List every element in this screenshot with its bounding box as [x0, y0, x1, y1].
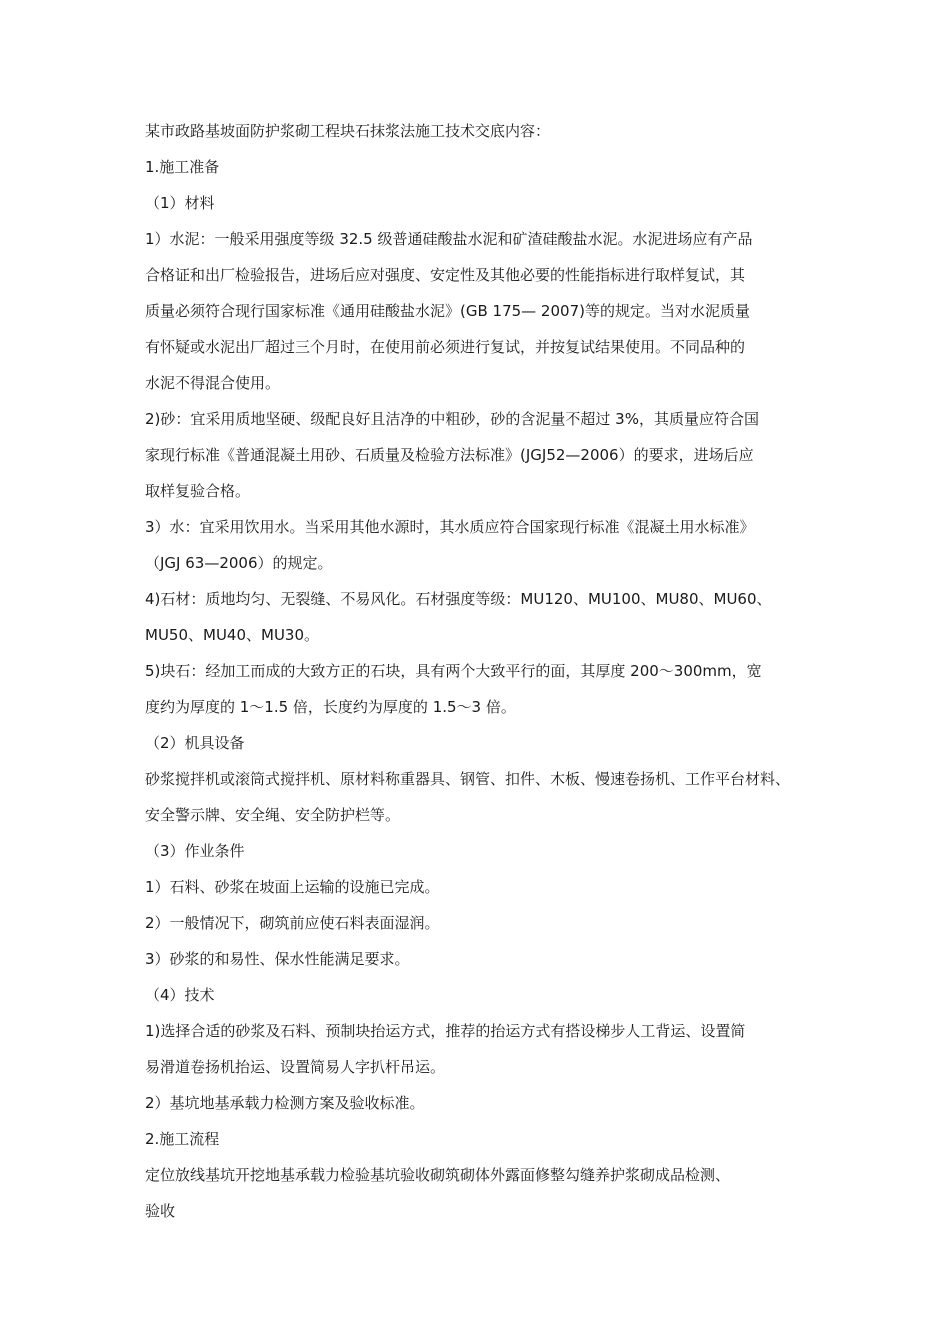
condition-item-2: 2）一般情况下，砌筑前应使石料表面湿润。 [145, 914, 440, 932]
technique-text-line-1: 1)选择合适的砂浆及石料、预制块抬运方式，推荐的抬运方式有搭设梯步人工背运、设置简 [145, 1022, 746, 1040]
technique-item-2: 2）基坑地基承载力检测方案及验收标准。 [145, 1094, 425, 1112]
subsection-heading-materials: （1）材料 [145, 194, 215, 212]
condition-item-1: 1）石料、砂浆在坡面上运输的设施已完成。 [145, 878, 440, 896]
block-stone-text-line-2: 度约为厚度的 1～1.5 倍，长度约为厚度的 1.5～3 倍。 [145, 698, 516, 716]
water-text-line-2: （JGJ 63—2006）的规定。 [145, 554, 333, 572]
section-heading-process: 2.施工流程 [145, 1130, 220, 1148]
equipment-text-line-1: 砂浆搅拌机或滚筒式搅拌机、原材料称重器具、钢管、扣件、木板、慢速卷扬机、工作平台材料、 [145, 770, 791, 788]
technique-text-line-2: 易滑道卷扬机抬运、设置简易人字扒杆吊运。 [145, 1058, 446, 1076]
sand-text-line-1: 2)砂：宜采用质地坚硬、级配良好且洁净的中粗砂，砂的含泥量不超过 3%，其质量应符合国 [145, 410, 759, 428]
water-text-line-1: 3）水：宜采用饮用水。当采用其他水源时，其水质应符合国家现行标准《混凝土用水标准》 [145, 518, 755, 536]
document-body [145, 113, 825, 1229]
process-text-line-2: 验收 [145, 1202, 176, 1220]
cement-text-line-3: 质量必须符合现行国家标准《通用硅酸盐水泥》(GB 175— 2007)等的规定。当对水泥质量 [145, 302, 750, 320]
block-stone-text-line-1: 5)块石：经加工而成的大致方正的石块，具有两个大致平行的面，其厚度 200～300mm，宽 [145, 662, 762, 680]
sand-text-line-2: 家现行标准《普通混凝土用砂、石质量及检验方法标准》(JGJ52—2006）的要求，进场后应 [145, 446, 754, 464]
cement-text-line-5: 水泥不得混合使用。 [145, 374, 281, 392]
cement-text-line-2: 合格证和出厂检验报告，进场后应对强度、安定性及其他必要的性能指标进行取样复试，其 [145, 266, 746, 284]
subsection-heading-equipment: （2）机具设备 [145, 734, 245, 752]
sand-text-line-3: 取样复验合格。 [145, 482, 251, 500]
cement-text-line-4: 有怀疑或水泥出厂超过三个月时，在使用前必须进行复试，并按复试结果使用。不同品种的 [145, 338, 746, 356]
subsection-heading-conditions: （3）作业条件 [145, 842, 245, 860]
stone-text-line-1: 4)石材：质地均匀、无裂缝、不易风化。石材强度等级：MU120、MU100、MU80、MU60、 [145, 590, 772, 608]
stone-text-line-2: MU50、MU40、MU30。 [145, 626, 320, 644]
doc-intro-line: 某市政路基坡面防护浆砌工程块石抹浆法施工技术交底内容： [145, 122, 551, 140]
cement-text-line-1: 1）水泥：一般采用强度等级 32.5 级普通硅酸盐水泥和矿渣硅酸盐水泥。水泥进场应有产品 [145, 230, 753, 248]
equipment-text-line-2: 安全警示牌、安全绳、安全防护栏等。 [145, 806, 401, 824]
subsection-heading-technique: （4）技术 [145, 986, 215, 1004]
process-text-line-1: 定位放线基坑开挖地基承载力检验基坑验收砌筑砌体外露面修整勾缝养护浆砌成品检测、 [145, 1166, 731, 1184]
condition-item-3: 3）砂浆的和易性、保水性能满足要求。 [145, 950, 410, 968]
section-heading-preparation: 1.施工准备 [145, 158, 220, 176]
